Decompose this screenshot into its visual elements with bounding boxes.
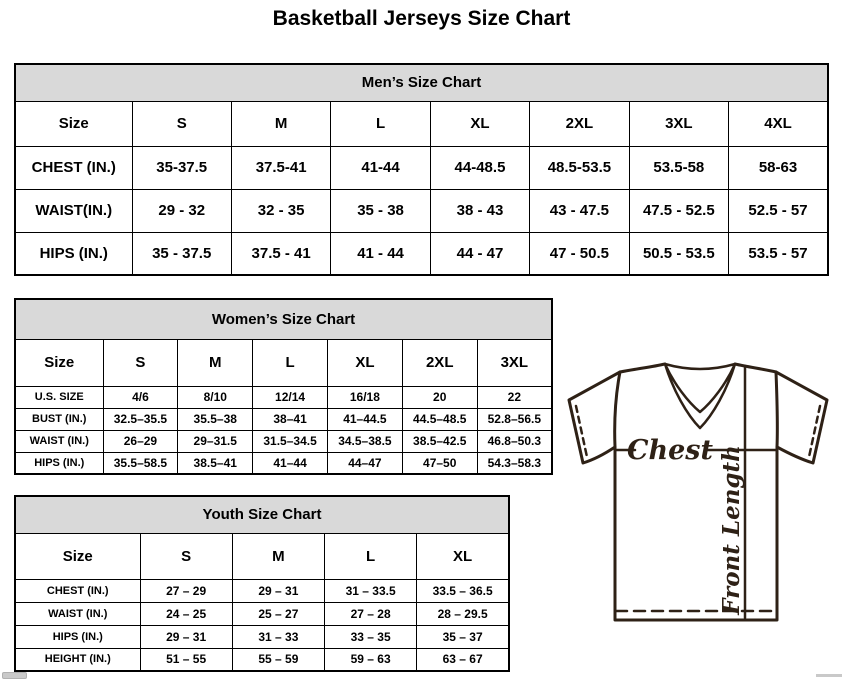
row-label: WAIST (IN.): [15, 602, 140, 625]
column-header: XL: [327, 339, 402, 386]
column-header: 4XL: [729, 101, 828, 146]
row-label: HIPS (IN.): [15, 625, 140, 648]
table-row: [15, 408, 552, 430]
cell: 33 – 35: [325, 625, 417, 648]
cell: 32.5–35.5: [103, 408, 178, 430]
mens_chart-title: Men’s Size Chart: [15, 64, 828, 101]
cell: 29 - 32: [132, 189, 231, 232]
column-header: XL: [430, 101, 529, 146]
row-label: HEIGHT (IN.): [15, 648, 140, 671]
cell: 44-48.5: [430, 146, 529, 189]
cell: 28 – 29.5: [417, 602, 509, 625]
column-header: Size: [15, 533, 140, 579]
table-row: [15, 579, 509, 602]
cell: 27 – 29: [140, 579, 232, 602]
cell: 48.5-53.5: [530, 146, 629, 189]
mens_chart-columns-row: [15, 101, 828, 146]
cell: 31.5–34.5: [253, 430, 328, 452]
table-row: [15, 602, 509, 625]
cell: 35 - 38: [331, 189, 430, 232]
row-label: BUST (IN.): [15, 408, 103, 430]
cell: 35 – 37: [417, 625, 509, 648]
column-header: 2XL: [530, 101, 629, 146]
cell: 63 – 67: [417, 648, 509, 671]
mens-size-chart-table: [14, 63, 829, 276]
column-header: S: [132, 101, 231, 146]
cell: 59 – 63: [325, 648, 417, 671]
horizontal-scrollbar-right-thumb[interactable]: [816, 674, 842, 677]
cell: 47–50: [402, 452, 477, 474]
cell: 44–47: [327, 452, 402, 474]
table-row: [15, 232, 828, 275]
column-header: L: [325, 533, 417, 579]
cell: 41–44.5: [327, 408, 402, 430]
cell: 29 – 31: [140, 625, 232, 648]
row-label: HIPS (IN.): [15, 452, 103, 474]
table-row: [15, 430, 552, 452]
cell: 31 – 33.5: [325, 579, 417, 602]
cell: 52.8–56.5: [477, 408, 552, 430]
cell: 44 - 47: [430, 232, 529, 275]
cell: 50.5 - 53.5: [629, 232, 728, 275]
chest-label: Chest: [627, 435, 713, 466]
cell: 41 - 44: [331, 232, 430, 275]
column-header: 2XL: [402, 339, 477, 386]
row-label: WAIST (IN.): [15, 430, 103, 452]
jersey-right-sleeve: [776, 372, 827, 463]
cell: 41-44: [331, 146, 430, 189]
jersey-measurement-diagram: [556, 360, 840, 632]
table-row: [15, 452, 552, 474]
cell: 44.5–48.5: [402, 408, 477, 430]
womens_chart-title: Women’s Size Chart: [15, 299, 552, 339]
youth-size-chart-table: [14, 495, 510, 672]
column-header: XL: [417, 533, 509, 579]
row-label: CHEST (IN.): [15, 146, 132, 189]
column-header: 3XL: [477, 339, 552, 386]
cell: 29–31.5: [178, 430, 253, 452]
cell: 26–29: [103, 430, 178, 452]
column-header: Size: [15, 339, 103, 386]
youth_chart-title-row: [15, 496, 509, 533]
cell: 37.5-41: [231, 146, 330, 189]
cell: 12/14: [253, 386, 328, 408]
cell: 38.5–41: [178, 452, 253, 474]
page-title: Basketball Jerseys Size Chart: [272, 7, 571, 30]
cell: 53.5 - 57: [729, 232, 828, 275]
row-label: HIPS (IN.): [15, 232, 132, 275]
cell: 20: [402, 386, 477, 408]
cell: 51 – 55: [140, 648, 232, 671]
cell: 35.5–38: [178, 408, 253, 430]
column-header: S: [103, 339, 178, 386]
cell: 22: [477, 386, 552, 408]
cell: 46.8–50.3: [477, 430, 552, 452]
cell: 38 - 43: [430, 189, 529, 232]
row-label: WAIST(IN.): [15, 189, 132, 232]
cell: 52.5 - 57: [729, 189, 828, 232]
cell: 47.5 - 52.5: [629, 189, 728, 232]
cell: 29 – 31: [232, 579, 324, 602]
cell: 25 – 27: [232, 602, 324, 625]
jersey-body-outline: [615, 364, 778, 620]
column-header: L: [253, 339, 328, 386]
horizontal-scrollbar-left-thumb[interactable]: [2, 672, 27, 679]
cell: 16/18: [327, 386, 402, 408]
cell: 53.5-58: [629, 146, 728, 189]
cell: 24 – 25: [140, 602, 232, 625]
cell: 35 - 37.5: [132, 232, 231, 275]
row-label: U.S. SIZE: [15, 386, 103, 408]
cell: 4/6: [103, 386, 178, 408]
cell: 43 - 47.5: [530, 189, 629, 232]
cell: 33.5 – 36.5: [417, 579, 509, 602]
column-header: M: [178, 339, 253, 386]
jersey-collar: [665, 364, 735, 428]
jersey-left-sleeve: [569, 372, 620, 463]
column-header: L: [331, 101, 430, 146]
cell: 55 – 59: [232, 648, 324, 671]
cell: 35.5–58.5: [103, 452, 178, 474]
cell: 8/10: [178, 386, 253, 408]
cell: 38–41: [253, 408, 328, 430]
cell: 58-63: [729, 146, 828, 189]
cell: 31 – 33: [232, 625, 324, 648]
table-row: [15, 625, 509, 648]
table-row: [15, 146, 828, 189]
youth_chart-columns-row: [15, 533, 509, 579]
mens_chart-title-row: [15, 64, 828, 101]
column-header: M: [231, 101, 330, 146]
cell: 54.3–58.3: [477, 452, 552, 474]
column-header: S: [140, 533, 232, 579]
cell: 37.5 - 41: [231, 232, 330, 275]
cell: 34.5–38.5: [327, 430, 402, 452]
table-row: [15, 386, 552, 408]
womens-size-chart-table: [14, 298, 553, 475]
cell: 47 - 50.5: [530, 232, 629, 275]
cell: 32 - 35: [231, 189, 330, 232]
cell: 41–44: [253, 452, 328, 474]
column-header: Size: [15, 101, 132, 146]
womens_chart-title-row: [15, 299, 552, 339]
cell: 38.5–42.5: [402, 430, 477, 452]
column-header: M: [232, 533, 324, 579]
row-label: CHEST (IN.): [15, 579, 140, 602]
table-row: [15, 648, 509, 671]
cell: 35-37.5: [132, 146, 231, 189]
youth_chart-title: Youth Size Chart: [15, 496, 509, 533]
front-length-label: Front Length: [718, 445, 745, 615]
womens_chart-columns-row: [15, 339, 552, 386]
cell: 27 – 28: [325, 602, 417, 625]
column-header: 3XL: [629, 101, 728, 146]
table-row: [15, 189, 828, 232]
